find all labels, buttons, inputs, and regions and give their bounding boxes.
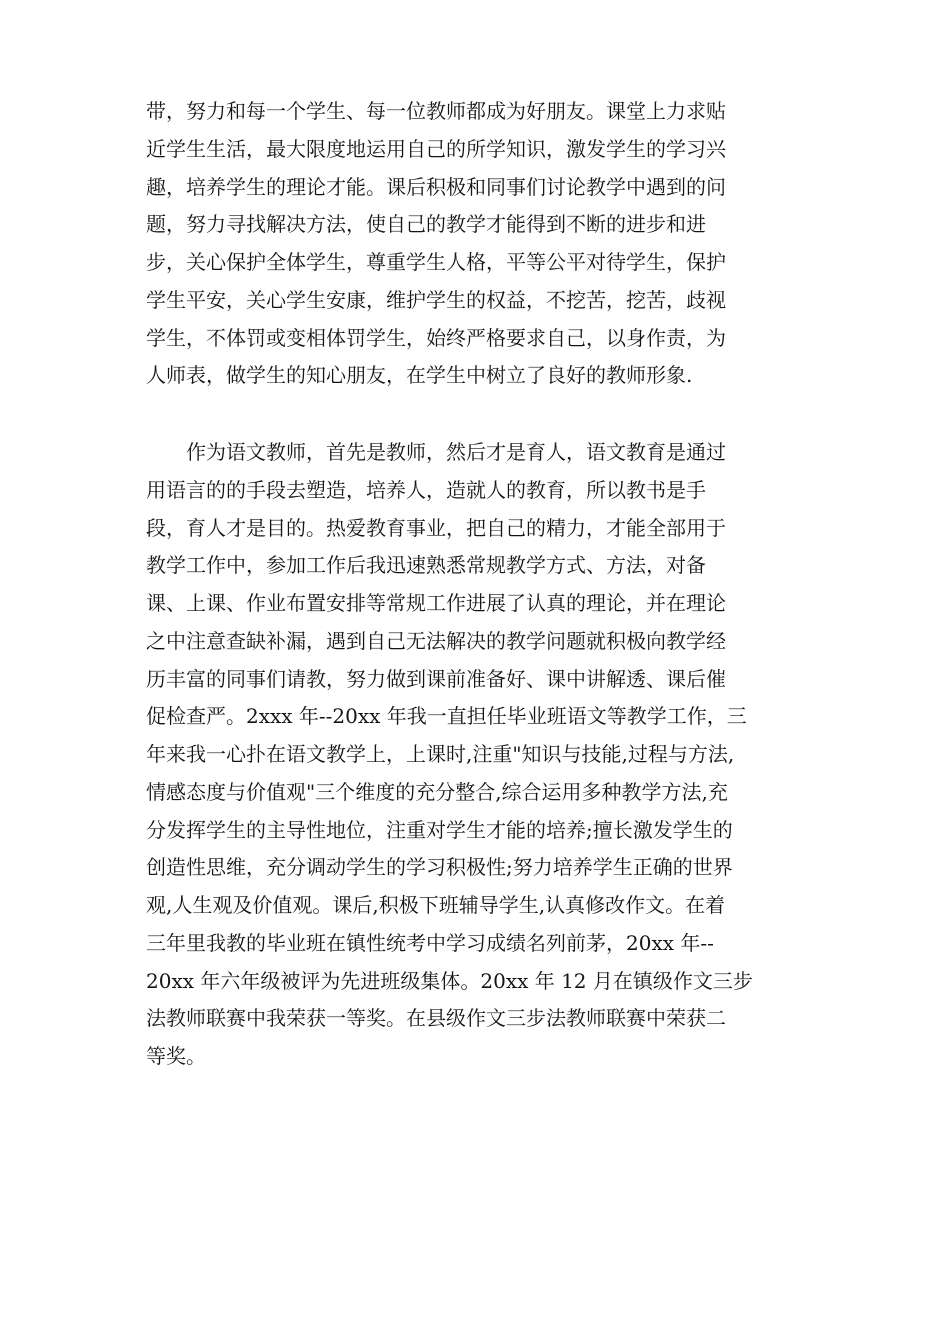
text-line: 学生平安，关心学生安康，维护学生的权益，不挖苦，挖苦，歧视 (146, 287, 726, 312)
text-line: 情感态度与价值观"三个维度的充分整合,综合运用多种教学方法,充 (146, 779, 728, 804)
text-line: 分发挥学生的主导性地位，注重对学生才能的培养;擅长激发学生的 (146, 817, 733, 842)
text-line: 20xx 年六年级被评为先进班级集体。20xx 年 12 月在镇级作文三步 (146, 968, 753, 993)
text-line: 段，育人才是目的。热爱教育事业，把自己的精力，才能全部用于 (146, 515, 726, 540)
text-line: 促检查严。2xxx 年--20xx 年我一直担任毕业班语文等教学工作，三 (146, 704, 747, 729)
text-line: 创造性思维，充分调动学生的学习积极性;努力培养学生正确的世界 (146, 855, 733, 880)
paragraph-1 (146, 93, 826, 395)
text-line: 课、上课、作业布置安排等常规工作进展了认真的理论，并在理论 (146, 591, 726, 615)
text-line: 带，努力和每一个学生、每一位教师都成为好朋友。课堂上力求贴 (146, 99, 726, 123)
text-line: 用语言的的手段去塑造，培养人，造就人的教育，所以教书是手 (146, 477, 706, 502)
text-line: 等奖。 (146, 1044, 206, 1068)
text-line: 三年里我教的毕业班在镇性统考中学习成绩名列前茅，20xx 年-- (146, 930, 714, 955)
text-line: 观,人生观及价值观。课后,积极下班辅导学生,认真修改作文。在着 (146, 893, 726, 917)
text-line: 趣，培养学生的理论才能。课后积极和同事们讨论教学中遇到的问 (146, 174, 726, 199)
text-line: 学生，不体罚或变相体罚学生，始终严格要求自己，以身作责，为 (146, 325, 726, 350)
text-line: 作为语文教师，首先是教师，然后才是育人，语文教育是通过 (146, 440, 726, 464)
text-line: 近学生生活，最大限度地运用自己的所学知识，激发学生的学习兴 (146, 136, 726, 161)
paragraph-2 (146, 434, 826, 1076)
text-line: 历丰富的同事们请教，努力做到课前准备好、课中讲解透、课后催 (146, 666, 726, 691)
text-line: 教学工作中，参加工作后我迅速熟悉常规教学方式、方法，对备 (146, 553, 706, 578)
text-line: 步，关心保护全体学生，尊重学生人格，平等公平对待学生，保护 (146, 250, 726, 274)
text-line: 人师表，做学生的知心朋友，在学生中树立了良好的教师形象. (146, 363, 693, 388)
text-line: 题，努力寻找解决方法，使自己的教学才能得到不断的进步和进 (146, 212, 706, 237)
text-line: 年来我一心扑在语文教学上，上课时,注重"知识与技能,过程与方法, (146, 742, 735, 766)
text-line: 法教师联赛中我荣获一等奖。在县级作文三步法教师联赛中荣获二 (146, 1006, 726, 1031)
text-line: 之中注意查缺补漏，遇到自己无法解决的教学问题就积极向教学经 (146, 628, 726, 653)
